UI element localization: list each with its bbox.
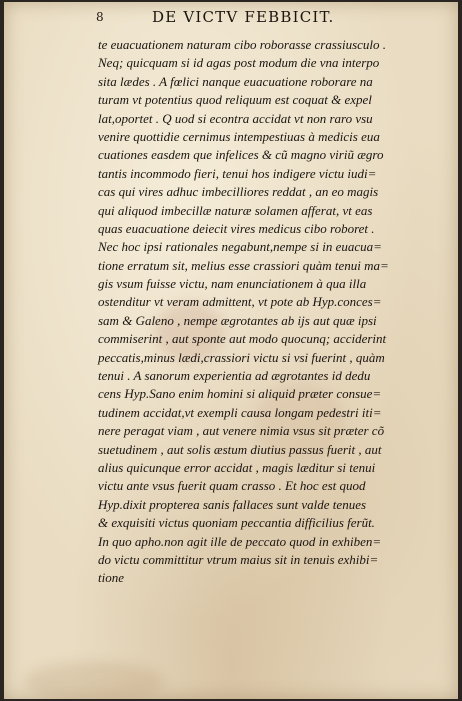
- text-line: do victu committitur vtrum maius sit in tenuis exhibi=: [98, 551, 379, 567]
- text-line: suetudinem , aut solis æstum diutius passus fuerit , aut: [98, 441, 382, 457]
- text-line: tudinem accidat,vt exempli causa longam pedestri iti=: [98, 404, 382, 420]
- text-line: Hyp.dixit propterea sanis fallaces sunt valde tenues: [98, 496, 367, 512]
- text-line: tione erratum sit, melius esse crassiori quàm tenui ma=: [98, 257, 389, 273]
- text-line: nere peragat viam , aut venere nimia vsus sit præter cõ: [98, 423, 385, 439]
- text-line: tione: [98, 570, 124, 586]
- text-line: Nec hoc ipsi rationales negabunt,nempe si in euacua=: [98, 239, 382, 255]
- text-line: & exquisiti victus quoniam peccantia difficilius ferũt.: [98, 515, 375, 531]
- text-line: sam & Galeno , nempe ægrotantes ab ijs aut quæ ipsi: [98, 312, 377, 328]
- text-line: ostenditur vt veram admittent, vt pote ab Hyp.conces=: [98, 294, 382, 310]
- text-line: lat,oportet . Q uod si econtra accidat vt non raro vsu: [98, 110, 373, 126]
- text-line: turam vt potentius quod reliquum est coquat & expel: [98, 92, 372, 108]
- text-line: sita lædes . A fœlici nanque euacuatione roborare na: [98, 73, 373, 89]
- text-line: te euacuationem naturam cibo roborasse crassiusculo .: [98, 37, 387, 52]
- text-line: cas qui vires adhuc imbecilliores reddat , an eo magis: [98, 184, 379, 200]
- text-line: cens Hyp.Sano enim homini si aliquid præter consue=: [98, 386, 382, 402]
- foxing-stain: [24, 662, 164, 699]
- running-head: DE VICTV FEBBICIT.: [152, 8, 335, 26]
- text-line: peccatis,minus lædi,crassiori victu si vsi fuerint , quàm: [98, 349, 385, 365]
- body-text: [98, 36, 444, 588]
- text-line: Neq; quicquam si id agas post modum die vna interpo: [98, 55, 380, 71]
- text-line: tenui . A sanorum experientia ad ægrotantes id dedu: [98, 368, 371, 384]
- text-line: qui aliquod imbecillæ naturæ solamen afferat, vt eas: [98, 202, 373, 218]
- text-line: alius quicunque error accidat , magis læditur si tenui: [98, 459, 376, 475]
- text-line: cuationes easdem que infelices & cũ magno viriũ ægro: [98, 147, 384, 163]
- text-line: tantis incommodo fieri, tenui hos indigere victu iudi=: [98, 165, 377, 181]
- page-number: 8: [96, 10, 104, 24]
- page-header: [4, 8, 458, 30]
- text-line: victu ante vsus fuerit quam crasso . Et hoc est quod: [98, 478, 366, 494]
- text-line: quas euacuatione deiecit vires medicus cibo roboret .: [98, 220, 375, 236]
- text-line: venire quottidie cernimus intempestiuas à medicis eua: [98, 128, 380, 144]
- text-line: gis vsum fuisse victu, nam enunciationem à qua illa: [98, 276, 367, 292]
- text-line: In quo apho.non agit ille de peccato quod in exhiben=: [98, 533, 382, 549]
- text-line: commiserint , aut sponte aut modo quocunq; acciderint: [98, 331, 387, 347]
- book-page: [4, 2, 458, 699]
